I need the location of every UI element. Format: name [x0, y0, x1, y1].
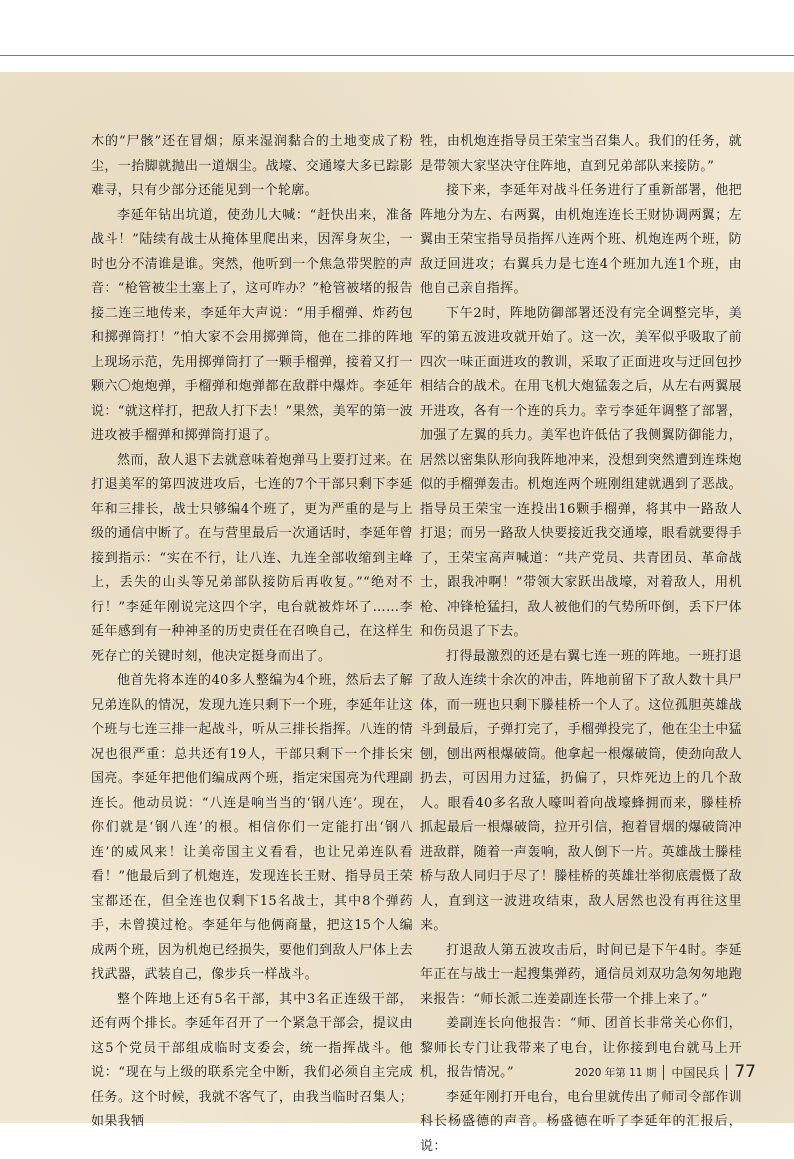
header-rule: [0, 55, 794, 56]
paragraph: 接下来，李延年对战斗任务进行了重新部署，他把阵地分为左、右两翼，由机炮连连长王财协调两翼；左翼由王荣宝指导员指挥八连两个班、机炮连两个班，防敌迂回进攻；右翼兵力是七连4个班加九连1个班，由他自己亲自指挥。: [420, 179, 742, 302]
paragraph: 姜副连长向他报告：“师、团首长非常关心你们，黎师长专门让我带来了电台，让你接到电台就马上开机，报告情况。”: [420, 1012, 742, 1086]
paragraph: 然而，敌人退下去就意味着炮弹马上要打过来。在打退美军的第四波进攻后，七连的7个干部只剩下李延年和三排长，战士只够编4个班了，更为严重的是与上级的通信中断了。在与营里最后一次通话时，李延年曾接到指示：“实在不行，让八连、九连全部收缩到主峰上，丢失的山头等兄弟部队接防后再收复。”“绝对不行！”李延年刚说完这四个字，电台就被炸坏了……李延年感到有一种神圣的历史责任在召唤自己，在这样生死存亡的关键时刻，他决定挺身而出了。: [91, 449, 413, 670]
paragraph: 打得最激烈的还是右翼七连一班的阵地。一班打退了敌人连续十余次的冲击，阵地前留下了敌人数十具尸体，而一班也只剩下滕桂桥一个人了。这位孤胆英雄战斗到最后，子弹打完了，手榴弹投完了，他在尘土中猛刨，刨出两根爆破筒。他拿起一根爆破筒，使劲向敌人扔去，可因用力过猛，扔偏了，只炸死边上的几个敌人。眼看40多名敌人嚎叫着向战壕蜂拥而来，滕桂桥抓起最后一根爆破筒，拉开引信，抱着冒烟的爆破筒冲进敌群，随着一声轰响，敌人倒下一片。英雄战士滕桂桥与敌人同归于尽了！滕桂桥的英雄壮举彻底震慑了敌人，直到这一波进攻结束，敌人居然也没有再往这里来。: [420, 645, 742, 939]
paragraph: 李延年刚打开电台，电台里就传出了师司令部作训科长杨盛德的声音。杨盛德在听了李延年的汇报后，说：: [420, 1086, 742, 1159]
magazine-title: 中国民兵: [671, 1064, 719, 1081]
page-footer: [575, 1062, 756, 1082]
paragraph: 牲，由机炮连指导员王荣宝当召集人。我们的任务，就是带领大家坚决守住阵地，直到兄弟部队来接防。”: [420, 130, 742, 179]
paragraph: 他首先将本连的40多人整编为4个班，然后去了解兄弟连队的情况，发现九连只剩下一个班，李延年让这个班与七连三排一起战斗，听从三排长指挥。八连的情况也很严重：总共还有19人，干部只剩下一个排长宋国亮。李延年把他们编成两个班，指定宋国亮为代理副连长。他动员说：“八连是响当当的‘钢八连’。现在，你们就是‘钢八连’的根。相信你们一定能打出‘钢八连’的威风来！让美帝国主义看看，也让兄弟连队看看！”他最后到了机炮连，发现连长王财、指导员王荣宝都还在，但全连也仅剩下15名战士，其中8个弹药手，未曾摸过枪。李延年与他俩商量，把这15个人编成两个班，因为机炮已经损失，要他们到敌人尸体上去找武器，武装自己，像步兵一样战斗。: [91, 669, 413, 988]
article-left-column: [91, 130, 413, 1135]
issue-label: 2020 年第 11 期: [575, 1065, 657, 1080]
article-right-column: [420, 130, 742, 1159]
paragraph: 下午2时，阵地防御部署还没有完全调整完毕，美军的第五波进攻就开始了。这一次，美军似乎吸取了前四次一味正面进攻的教训，采取了正面进攻与迂回包抄相结合的战术。在用飞机大炮猛轰之后，从左右两翼展开进攻，各有一个连的兵力。幸亏李延年调整了部署，加强了左翼的兵力。美军也许低估了我侧翼防御能力，居然以密集队形向我阵地冲来，没想到突然遭到连珠炮似的手榴弹轰击。机炮连两个班刚组建就遇到了恶战。指导员王荣宝一连投出16颗手榴弹，将其中一路敌人打退；而另一路敌人快要接近我交通壕，眼看就要得手了，王荣宝高声喊道：“共产党员、共青团员、革命战士，跟我冲啊！”带领大家跃出战壕，对着敌人，用机枪、冲锋枪猛扫，敌人被他们的气势所吓倒，丢下尸体和伤员退了下去。: [420, 302, 742, 645]
paragraph: 木的“尸骸”还在冒烟；原来湿润黏合的土地变成了粉尘，一抬脚就抛出一道烟尘。战壕、交通壕大多已踪影难寻，只有少部分还能见到一个轮廓。: [91, 130, 413, 204]
footer-divider: [726, 1065, 727, 1080]
paragraph: 整个阵地上还有5名干部，其中3名正连级干部，还有两个排长。李延年召开了一个紧急干部会，提议由这5个党员干部组成临时支委会，统一指挥战斗。他说：“现在与上级的联系完全中断，我们必须自主完成任务。这个时候，我就不客气了，由我当临时召集人；如果我牺: [91, 988, 413, 1135]
footer-divider: [663, 1065, 664, 1080]
paragraph: 李延年钻出坑道，使劲儿大喊：“赶快出来，准备战斗！”陆续有战士从掩体里爬出来，因浑身灰尘，一时也分不清谁是谁。突然，他听到一个焦急带哭腔的声音：“枪管被尘土塞上了，这可咋办？”枪管被堵的报告接二连三地传来，李延年大声说：“用手榴弹、炸药包和掷弹筒打！”怕大家不会用掷弹筒，他在二排的阵地上现场示范，先用掷弹筒打了一颗手榴弹，接着又打一颗六〇炮炮弹，手榴弹和炮弹都在敌群中爆炸。李延年说：“就这样打，把敌人打下去！”果然，美军的第一波进攻被手榴弹和掷弹筒打退了。: [91, 204, 413, 449]
page-number: 77: [734, 1062, 756, 1082]
paragraph: 打退敌人第五波攻击后，时间已是下午4时。李延年正在与战士一起搜集弹药，通信员刘双功急匆匆地跑来报告：“师长派二连姜副连长带一个排上来了。”: [420, 939, 742, 1013]
